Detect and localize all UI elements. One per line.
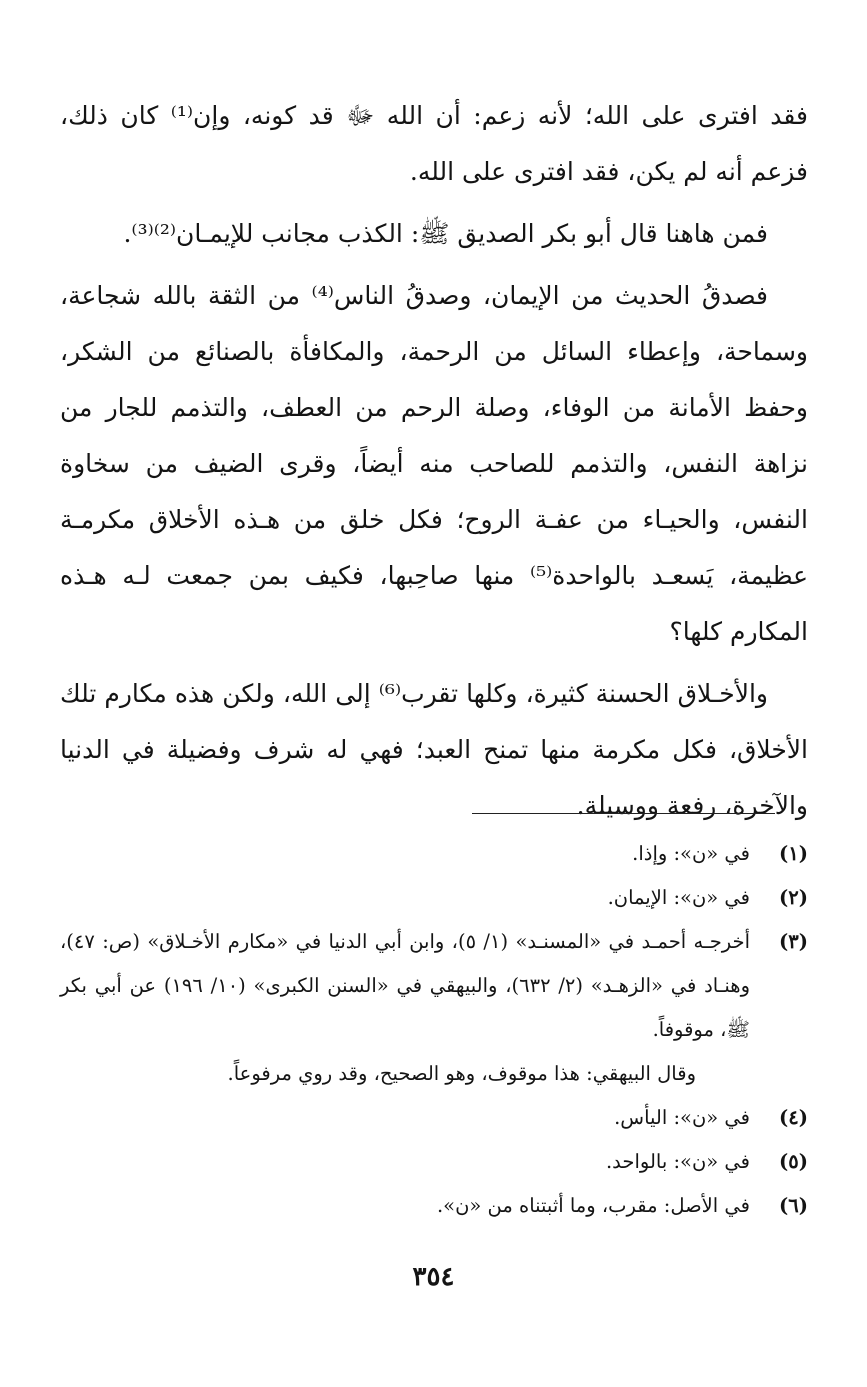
- paragraph-2: فمن هاهنا قال أبو بكر الصديق ﷺ: الكذب مجانب للإيمـان⁽²⁾⁽³⁾.: [123, 219, 768, 248]
- footnote-3-continuation: [60, 1052, 808, 1096]
- footnote-1: [60, 832, 808, 876]
- footnote-number: (٤): [779, 1106, 808, 1129]
- footnote-number: (٥): [779, 1150, 808, 1173]
- footnote-text: في الأصل: مقرب، وما أثبتناه من «ن».: [436, 1194, 750, 1217]
- footnotes: [60, 832, 808, 1228]
- paragraph-4: والأخـلاق الحسنة كثيرة، وكلها تقرب⁽⁶⁾ إلى الله، ولكن هذه مكارم تلك الأخلاق، فكل مكرمة منها تمنح العبد؛ فهي له شرف وفضيلة في الدنيا والآخرة، رفعة ووسيلة.: [60, 679, 808, 820]
- footnote-text: في «ن»: الإيمان.: [607, 886, 750, 909]
- footnote-divider: [472, 813, 775, 814]
- footnote-number: (١): [779, 842, 808, 865]
- footnote-text: في «ن»: وإذا.: [632, 842, 750, 865]
- footnote-3: [60, 920, 808, 1052]
- footnote-2: [60, 876, 808, 920]
- footnote-4: [60, 1096, 808, 1140]
- footnote-text: وقال البيهقي: هذا موقوف، وهو الصحيح، وقد روي مرفوعاً.: [227, 1062, 696, 1085]
- footnote-number: (٣): [779, 930, 808, 953]
- footnote-5: [60, 1140, 808, 1184]
- main-text: [60, 88, 808, 834]
- paragraph-3: فصدقُ الحديث من الإيمان، وصدقُ الناس⁽⁴⁾ من الثقة بالله شجاعة، وسماحة، وإعطاء السائل من الرحمة، والمكافأة بالصنائع من الشكر، وحفظ الأمانة من الوفاء، وصلة الرحم من العطف، والتذمم للجار من نزاهة النفس، والتذمم للصاحب منه أيضاً، وقرى الضيف من سخاوة النفس، والحيـاء من عفـة الروح؛ فكل خلق من هـذه الأخلاق مكرمـة عظيمة، يَسعـد بالواحدة⁽⁵⁾ منها صاحِبها، فكيف بمن جمعت لـه هـذه المكارم كلها؟: [60, 281, 808, 646]
- footnote-number: (٦): [779, 1194, 808, 1217]
- page-number: ٣٥٤: [412, 1262, 455, 1292]
- paragraph-1: فقد افترى على الله؛ لأنه زعم: أن الله ﷻ قد كونه، وإن⁽¹⁾ كان ذلك، فزعم أنه لم يكن، فقد افترى على الله.: [60, 101, 808, 186]
- footnote-6: [60, 1184, 808, 1228]
- footnote-text: في «ن»: بالواحد.: [605, 1150, 750, 1173]
- footnote-text: أخرجـه أحمـد في «المسنـد» (١/ ٥)، وابن أبي الدنيا في «مكارم الأخـلاق» (ص: ٤٧)، وهنـاد في «الزهـد» (٢/ ٦٣٢)، والبيهقي في «السنن الكبرى» (١٠/ ١٩٦) عن أبي بكر ﷺ، موقوفاً.: [60, 930, 750, 1041]
- footnote-text: في «ن»: اليأس.: [614, 1106, 750, 1129]
- footnote-number: (٢): [779, 886, 808, 909]
